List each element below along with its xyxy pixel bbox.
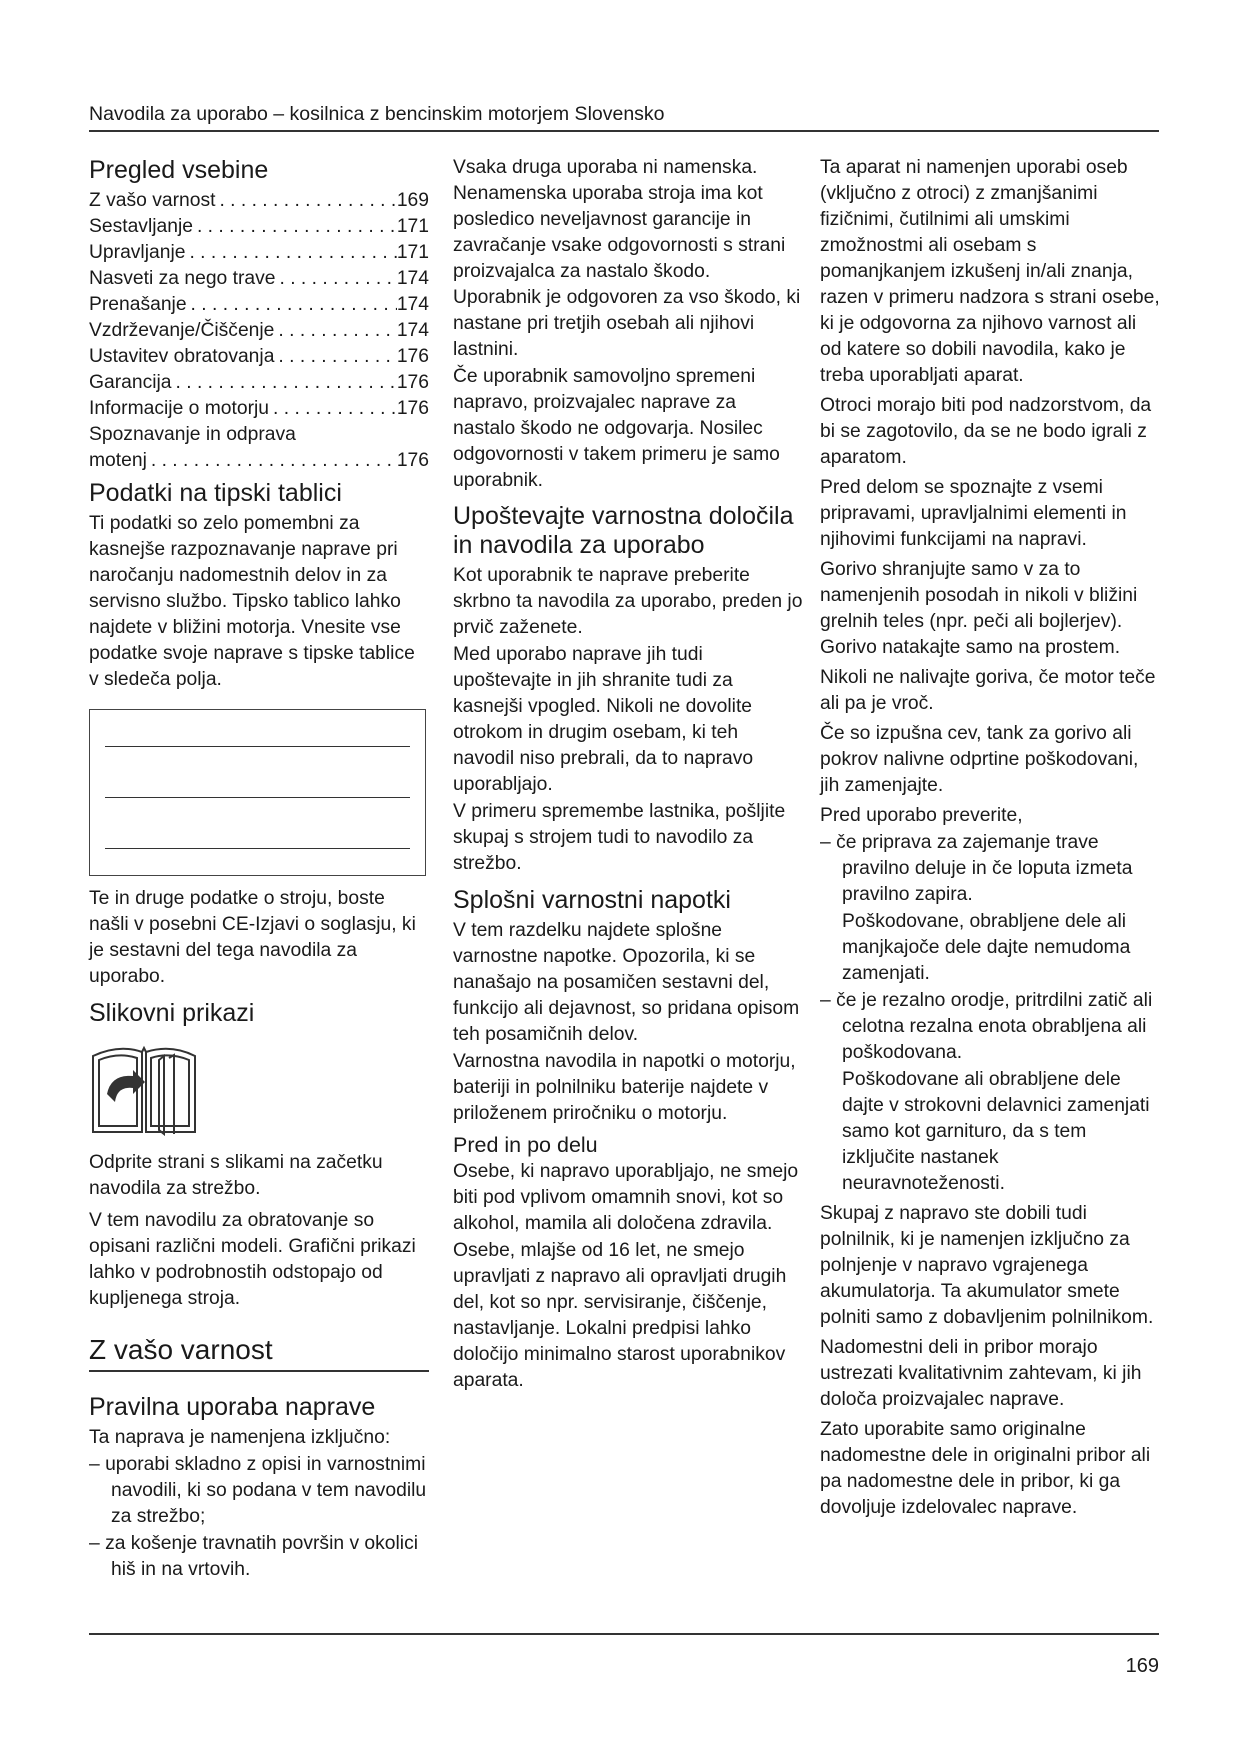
nameplate-field-line bbox=[105, 797, 410, 798]
safety-heading: Z vašo varnost bbox=[89, 1334, 273, 1365]
page-header: Navodila za uporabo – kosilnica z bencinskim motorjem Slovensko bbox=[89, 103, 665, 125]
paragraph: V primeru spremembe lastnika, pošljite skupaj s strojem tudi to navodilo za strežbo. bbox=[453, 801, 786, 874]
safety-rules-heading: Upoštevajte varnostna določila in navodila za uporabo bbox=[453, 502, 794, 559]
paragraph: Osebe, mlajše od 16 let, ne smejo upravljati z napravo ali opravljati drugih del, kot so npr. servisiranje, čiščenje, nastavljanje. Lokalni predpisi lahko določijo minimalno starost uporabnikov aparata. bbox=[453, 1240, 787, 1391]
paragraph: Osebe, ki napravo uporabljajo, ne smejo biti pod vplivom omamnih snovi, kot so alkohol, mamila ali določena zdravila. bbox=[453, 1161, 799, 1234]
nameplate-heading: Podatki na tipski tablici bbox=[89, 479, 342, 507]
general-safety-heading: Splošni varnostni napotki bbox=[453, 886, 731, 914]
check-item: – če je rezalno orodje, pritrdilni zatič ali celotna rezalna enota obrabljena ali poškodovana. bbox=[820, 990, 1153, 1063]
before-after-heading: Pred in po delu bbox=[453, 1133, 598, 1157]
header-rule bbox=[89, 130, 1159, 132]
toc-entry: Sestavljanje . . . 171 bbox=[89, 214, 429, 240]
toc-entry: Prenašanje . . . 174 bbox=[89, 292, 429, 318]
toc-entry: motenj . . . 176 bbox=[89, 448, 429, 474]
section-rule bbox=[89, 1370, 429, 1372]
paragraph: Če uporabnik samovoljno spremeni napravo, proizvajalec naprave za nastalo škodo ne odgovarja. Nosilec odgovornosti v takem primeru je samo uporabnik. bbox=[453, 366, 780, 491]
paragraph: Če so izpušna cev, tank za gorivo ali pokrov nalivne odprtine poškodovani, jih zamenjajte. bbox=[820, 723, 1139, 796]
toc-entry: Garancija . . . 176 bbox=[89, 370, 429, 396]
paragraph: Pred delom se spoznajte z vsemi pripravami, upravljalnimi elementi in njihovimi funkcijami na napravi. bbox=[820, 477, 1127, 550]
paragraph: Nadomestni deli in pribor morajo ustrezati kvalitativnim zahtevam, ki jih določa proizvajalec naprave. bbox=[820, 1337, 1142, 1410]
toc-entry: Ustavitev obratovanja . . . 176 bbox=[89, 344, 429, 370]
column-3 bbox=[820, 155, 1160, 1521]
nameplate-field-line bbox=[105, 848, 410, 849]
illustrations-p2: V tem navodilu za obratovanje so opisani različni modeli. Grafični prikazi lahko v podrobnostih odstopajo od kupljenega stroja. bbox=[89, 1210, 416, 1309]
proper-use-intro: Ta naprava je namenjena izključno: bbox=[89, 1426, 391, 1448]
toc-entry: Z vašo varnost . . . 169 bbox=[89, 188, 429, 214]
toc-list bbox=[89, 188, 429, 474]
nameplate-intro: Ti podatki so zelo pomembni za kasnejše razpoznavanje naprave pri naročanju nadomestnih delov in za servisno službo. Tipsko tablico lahko najdete v bližini motorja. Vnesite vse podatke svoje naprave s tipske tablice v sledeča polja. bbox=[89, 513, 415, 690]
paragraph: Ta aparat ni namenjen uporabi oseb (vključno z otroci) z zmanjšanimi fizičnimi, čutilnimi ali umskimi zmožnostmi ali osebam s pomanjkanjem izkušenj in/ali znanja, razen v primeru nadzora s strani osebe, ki je odgovorna za njihovo varnost ali od katere so dobili navodila, kako je treba uporabljati aparat. bbox=[820, 157, 1160, 386]
paragraph: Otroci morajo biti pod nadzorstvom, da bi se zagotovilo, da se ne bodo igrali z aparatom. bbox=[820, 395, 1152, 468]
toc-heading: Pregled vsebine bbox=[89, 156, 269, 184]
paragraph: Gorivo shranjujte samo v za to namenjenih posodah in nikoli v bližini grelnih teles (npr. peči ali bojlerjev). Gorivo natakajte samo na prostem. bbox=[820, 559, 1138, 658]
check-item-note: Poškodovane, obrabljene dele ali manjkajoče dele dajte nemudoma zamenjati. bbox=[842, 911, 1131, 984]
paragraph: Med uporabo naprave jih tudi upoštevajte in jih shranite tudi za kasnejši vpogled. Nikoli ne dovolite otrokom in drugim osebam, ki teh navodil niso prebrali, da to napravo uporabljajo. bbox=[453, 644, 754, 795]
nameplate-field-line bbox=[105, 746, 410, 747]
paragraph: Varnostna navodila in napotki o motorju, bateriji in polnilniku baterije najdete v priloženem priročniku o motorju. bbox=[453, 1051, 796, 1124]
paragraph: Vsaka druga uporaba ni namenska. Nenamenska uporaba stroja ima kot posledico neveljavnost garancije in zavračanje vsake odgovornosti s strani proizvajalca za nastalo škodo. Uporabnik je odgovoren za vso škodo, ki nastane pri tretjih osebah ali njihovi lastnini. bbox=[453, 157, 801, 360]
paragraph: Nikoli ne nalivajte goriva, če motor teče ali pa je vroč. bbox=[820, 667, 1156, 714]
proper-use-heading: Pravilna uporaba naprave bbox=[89, 1392, 376, 1421]
proper-use-item: – uporabi skladno z opisi in varnostnimi navodili, ki so podana v tem navodilu za strežbo; bbox=[89, 1453, 427, 1527]
toc-entry: Vzdrževanje/Čiščenje . . . 174 bbox=[89, 318, 429, 344]
toc-entry: Informacije o motorju . . . 176 bbox=[89, 396, 429, 422]
check-item-note: Poškodovane ali obrabljene dele dajte v strokovni delavnici zamenjati samo kot garnituro, da s tem izključite nastanek neuravnoteženosti. bbox=[842, 1069, 1150, 1194]
toc-entry: Upravljanje . . . 171 bbox=[89, 240, 429, 266]
nameplate-after: Te in druge podatke o stroju, boste našli v posebni CE-Izjavi o soglasju, ki je sestavni del tega navodila za uporabo. bbox=[89, 888, 416, 987]
check-item: – če priprava za zajemanje trave pravilno deluje in če loputa izmeta pravilno zapira. bbox=[820, 832, 1133, 905]
proper-use-item: – za košenje travnatih površin v okolici hiš in na vrtovih. bbox=[89, 1532, 419, 1580]
column-2 bbox=[453, 155, 803, 1394]
open-book-icon bbox=[89, 1042, 199, 1136]
footer-rule bbox=[89, 1633, 1159, 1635]
paragraph: V tem razdelku najdete splošne varnostne napotke. Opozorila, ki se nanašajo na posamičen sestavni del, funkcijo ali dejavnost, so pridana opisom teh posamičnih delov. bbox=[453, 920, 800, 1045]
toc-entry-prefix: Spoznavanje in odprava bbox=[89, 424, 296, 445]
page-number: 169 bbox=[1125, 1655, 1159, 1677]
toc-entry: Nasveti za nego trave . . . 174 bbox=[89, 266, 429, 292]
paragraph: Skupaj z napravo ste dobili tudi polnilnik, ki je namenjen izključno za polnjenje v napravo vgrajenega akumulatorja. Ta akumulator smete polniti samo z dobavljenim polnilnikom. bbox=[820, 1203, 1154, 1328]
paragraph: Kot uporabnik te naprave preberite skrbno ta navodila za uporabo, preden jo prvič zaženete. bbox=[453, 565, 803, 638]
nameplate-form bbox=[89, 709, 426, 876]
column-1 bbox=[89, 155, 429, 1583]
paragraph: Zato uporabite samo originalne nadomestne dele in originalni pribor ali pa nadomestne dele in pribor, ki ga dovoljuje izdelovalec naprave. bbox=[820, 1419, 1151, 1518]
paragraph: Pred uporabo preverite, bbox=[820, 805, 1023, 826]
illustrations-p1: Odprite strani s slikami na začetku navodila za strežbo. bbox=[89, 1152, 383, 1199]
illustrations-heading: Slikovni prikazi bbox=[89, 999, 255, 1027]
